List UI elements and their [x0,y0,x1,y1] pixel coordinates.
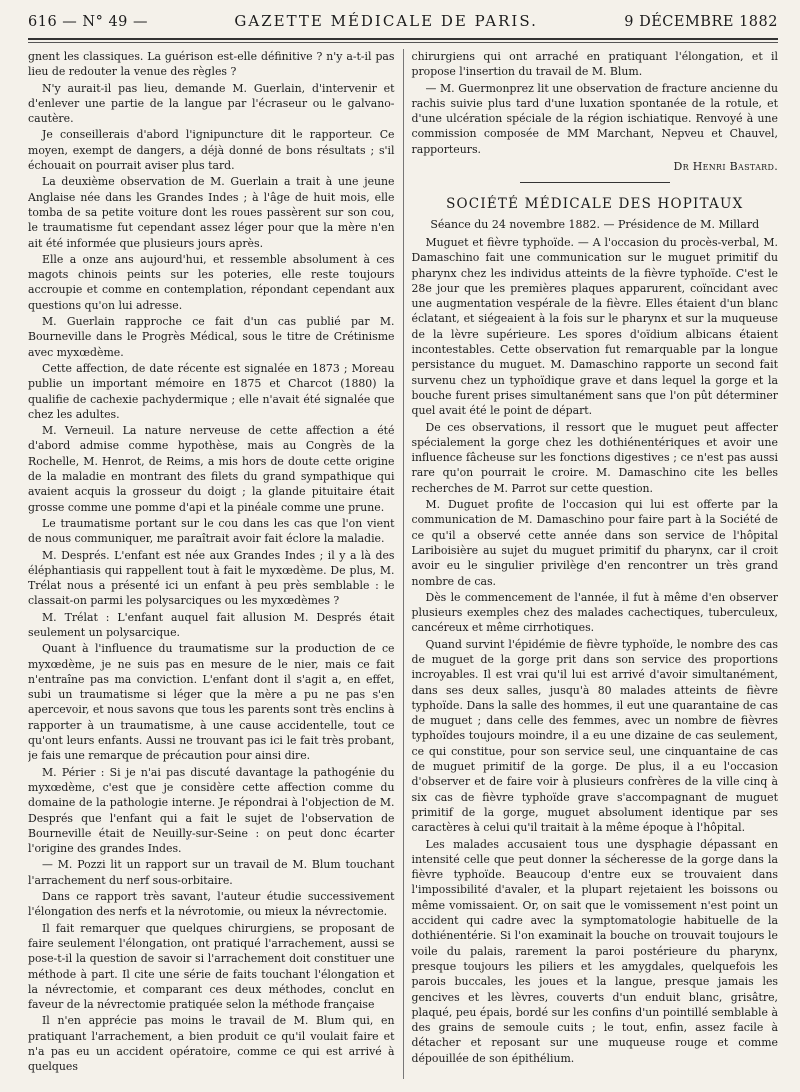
paragraph: Dès le commencement de l'année, il fut à même d'en observer plusieurs exemples chez des malades cachectiques, tuberculeux, cancéreux et même cirrhotiques. [411,590,778,635]
paragraph: De ces observations, il ressort que le muguet peut affecter spécialement la gorge chez les dothiénentériques et avoir une influence fâcheuse sur les fonctions digestives ; ce n'est pas aussi rare qu'on pourrait le croire. M. Damaschino cite les belles recherches de M. Parrot sur cette question. [411,420,778,495]
paragraph: Il fait remarquer que quelques chirurgiens, se proposant de faire seulement l'élongation, ont pratiqué l'arrachement, aussi se pose-t-il la question de savoir si l'arrachement doit constituer une méthode à part. Il cite une série de faits touchant l'élongation et la névrectomie, et comparant ces deux méthodes, conclut en faveur de la névrectomie pratiquée selon la méthode française [28,921,395,1012]
paragraph: gnent les classiques. La guérison est-elle définitive ? n'y a-t-il pas lieu de redouter la venue des règles ? [28,50,395,79]
paragraph: M. Verneuil. La nature nerveuse de cette affection a été d'abord admise comme hypothèse, mais au Congrès de la Rochelle, M. Henrot, de Reims, a mis hors de doute cette origine de la maladie en montrant des filets du grand sympathique qui avaient acquis la grosseur du doigt ; la glande pituitaire était grosse comme une pomme d'api et la pinéale comme une prune. [28,424,395,514]
paragraph: M. Després. L'enfant est née aux Grandes Indes ; il y a là des éléphantiasis qui rappellent tout à fait le myxœdème. De plus, M. Trélat nous a présenté ici un enfant à peu près semblable : le classait-on parmi les polysarciques ou les myxœdèmes ? [28,548,395,608]
right-column [403,49,779,1079]
section-title: SOCIÉTÉ MÉDICALE DES HOPITAUX [446,196,744,213]
paragraph: Les malades accusaient tous une dysphagie dépassant en intensité celle que peut donner la sécheresse de la gorge dans la fièvre typhoïde. Beaucoup d'entre eux se trouvaient dans l'impossibilité d'avaler, et la plupart rejetaient les boissons ou même vomissaient. Or, on sait que le vomissement n'est point un accident qui cadre avec la symptomatologie habituelle de la dothiénentérie. Si l'on examinait la bouche on trouvait toujours le voile du palais, rarement la paroi postérieure du pharynx, presque toujours les piliers et les amygdales, quelquefois les parois buccales, les joues et la langue, presque jamais les gencives et les lèvres, couverts d'un enduit blanc, grisâtre, plaqué, peu épais, bordé sur les confins d'un pointillé semblable à des grains de semoule cuits ; le tout, enfin, assez facile à détacher et reposant sur une muqueuse rouge et comme dépouillée de son épithélium. [411,837,778,1065]
paragraph: — M. Guermonprez lit une observation de fracture ancienne du rachis suivie plus tard d'une luxation spontanée de la rotule, et d'une ulcération spéciale de la région ischiatique. Renvoyé à une commission composée de MM Marchant, Nepveu et Chauvel, rapporteurs. [411,81,778,156]
header-rule-thin [28,42,778,43]
paragraph: Cette affection, de date récente est signalée en 1873 ; Moreau publie un important mémoire en 1875 et Charcot (1880) la qualifie de cachexie pachydermique ; elle n'avait été signalée que chez les adultes. [28,361,395,421]
header-rule [28,38,778,40]
paragraph: — M. Pozzi lit un rapport sur un travail de M. Blum touchant l'arrachement du nerf sous-orbitaire. [28,858,395,887]
paragraph: Dans ce rapport très savant, l'auteur étudie successivement l'élongation des nerfs et la névrotomie, ou mieux la névrectomie. [28,890,395,919]
paragraph: La deuxième observation de M. Guerlain a trait à une jeune Anglaise née dans les Grandes Indes ; à l'âge de huit mois, elle tomba de sa petite voiture dont les roues passèrent sur son cou, le traumatisme fut cependant assez léger pour que la mère n'en ait été informée que plusieurs jours après. [28,175,395,250]
section-separator [520,182,670,183]
left-column [28,49,403,1079]
issue-date: 9 DÉCEMBRE 1882 [624,14,778,30]
author-signature: Dr Henri Bastard. [673,160,778,174]
journal-title: GAZETTE MÉDICALE DE PARIS. [234,12,538,30]
page-header [28,12,778,36]
paragraph: Elle a onze ans aujourd'hui, et ressemble absolument à ces magots chinois peints sur les poteries, elle reste toujours accroupie et comme en contemplation, répondant cependant aux questions qu'on lui adresse. [28,252,395,312]
session-line: Séance du 24 novembre 1882. — Présidence de M. Millard [430,217,760,231]
paragraph: M. Guerlain rapproche ce fait d'un cas publié par M. Bourneville dans le Progrès Médical, sous le titre de Crétinisme avec myxœdème. [28,315,395,359]
text-columns [28,49,778,1079]
paragraph: Quand survint l'épidémie de fièvre typhoïde, le nombre des cas de muguet de la gorge prit dans son service des proportions incroyables. Il est vrai qu'il lui est arrivé d'avoir simultanément, dans ses deux salles, jusqu'à 80 malades atteints de fièvre typhoïde. Dans la salle des hommes, il eut une quarantaine de cas de muguet ; dans celle des femmes, avec un nombre de fièvres typhoïdes toujours moindre, il a eu une dizaine de cas seulement, ce qui constitue, pour son service seul, une cinquantaine de cas de muguet primitif de la gorge. De plus, il a eu l'occasion d'observer et de faire voir à plusieurs confrères de la ville cinq à six cas de fièvre typhoïde grave s'accompagnant de muguet primitif de la gorge, muguet absolument identique par ses caractères à celui qu'il traitait à la même époque à l'hôpital. [411,637,778,835]
paragraph: chirurgiens qui ont arraché en pratiquant l'élongation, et il propose l'insertion du travail de M. Blum. [411,50,778,79]
paragraph: N'y aurait-il pas lieu, demande M. Guerlain, d'intervenir et d'enlever une partie de la langue par l'écraseur ou le galvano-cautère. [28,81,395,126]
paragraph: Je conseillerais d'abord l'ignipuncture dit le rapporteur. Ce moyen, exempt de dangers, a déjà donné de bons résultats ; s'il échouait on pourrait aviser plus tard. [28,128,395,173]
paragraph: Quant à l'influence du traumatisme sur la production de ce myxœdème, je ne suis pas en mesure de le nier, mais ce fait n'entraîne pas ma conviction. L'enfant dont il s'agit a, en effet, subi un traumatisme si léger que la mère a pu ne pas s'en apercevoir, et nous savons que tous les parents sont très enclins à rapporter à un traumatisme, à une cause accidentelle, tout ce qu'ont leurs enfants. Aussi ne trouvant pas ici le fait très probant, je fais une remarque de précaution pour ainsi dire. [28,642,395,763]
paragraph: M. Périer : Si je n'ai pas discuté davantage la pathogénie du myxœdème, c'est que je considère cette affection comme du domaine de la pathologie interne. Je répondrai à l'objection de M. Després que l'enfant qui a fait le sujet de l'observation de Bourneville était de Neuilly-sur-Seine : on peut donc écarter l'origine des grandes Indes. [28,765,395,856]
page-number: 616 — N° 49 — [28,14,149,30]
paragraph: Il n'en apprécie pas moins le travail de M. Blum qui, en pratiquant l'arrachement, a bien produit ce qu'il voulait faire et n'a pas eu un accident opératoire, comme ce qui est arrivé à quelques [28,1014,395,1074]
paragraph: Le traumatisme portant sur le cou dans les cas que l'on vient de nous communiquer, me paraîtrait avoir fait éclore la maladie. [28,516,395,546]
paragraph: Muguet et fièvre typhoïde. — A l'occasion du procès-verbal, M. Damaschino fait une communication sur le muguet primitif du pharynx chez les individus atteints de la fièvre typhoïde. C'est le 28e jour que les premières plaques apparurent, coïncidant avec une augmentation vespérale de la fièvre. Elles étaient d'un blanc éclatant, et siégeaient à la fois sur le pharynx et sur la muqueuse de la lèvre supérieure. Les spores d'oïdium albicans étaient incontestables. Cette observation fut remarquable par la longue persistance du muguet. M. Damaschino rapporte un second fait survenu chez un typhoïdique grave et dans lequel la gorge et la bouche furent prises simultanément sans que l'on pût déterminer quel avait été le point de départ. [411,235,778,418]
paragraph: M. Trélat : L'enfant auquel fait allusion M. Després était seulement un polysarcique. [28,610,395,639]
paragraph: M. Duguet profite de l'occasion qui lui est offerte par la communication de M. Damaschino pour faire part à la Société de ce qu'il a observé cette année dans son service de l'hôpital Lariboisière au sujet du muguet primitif du pharynx, car il croit avoir eu le singulier privilège d'en rencontrer un très grand nombre de cas. [411,498,778,588]
